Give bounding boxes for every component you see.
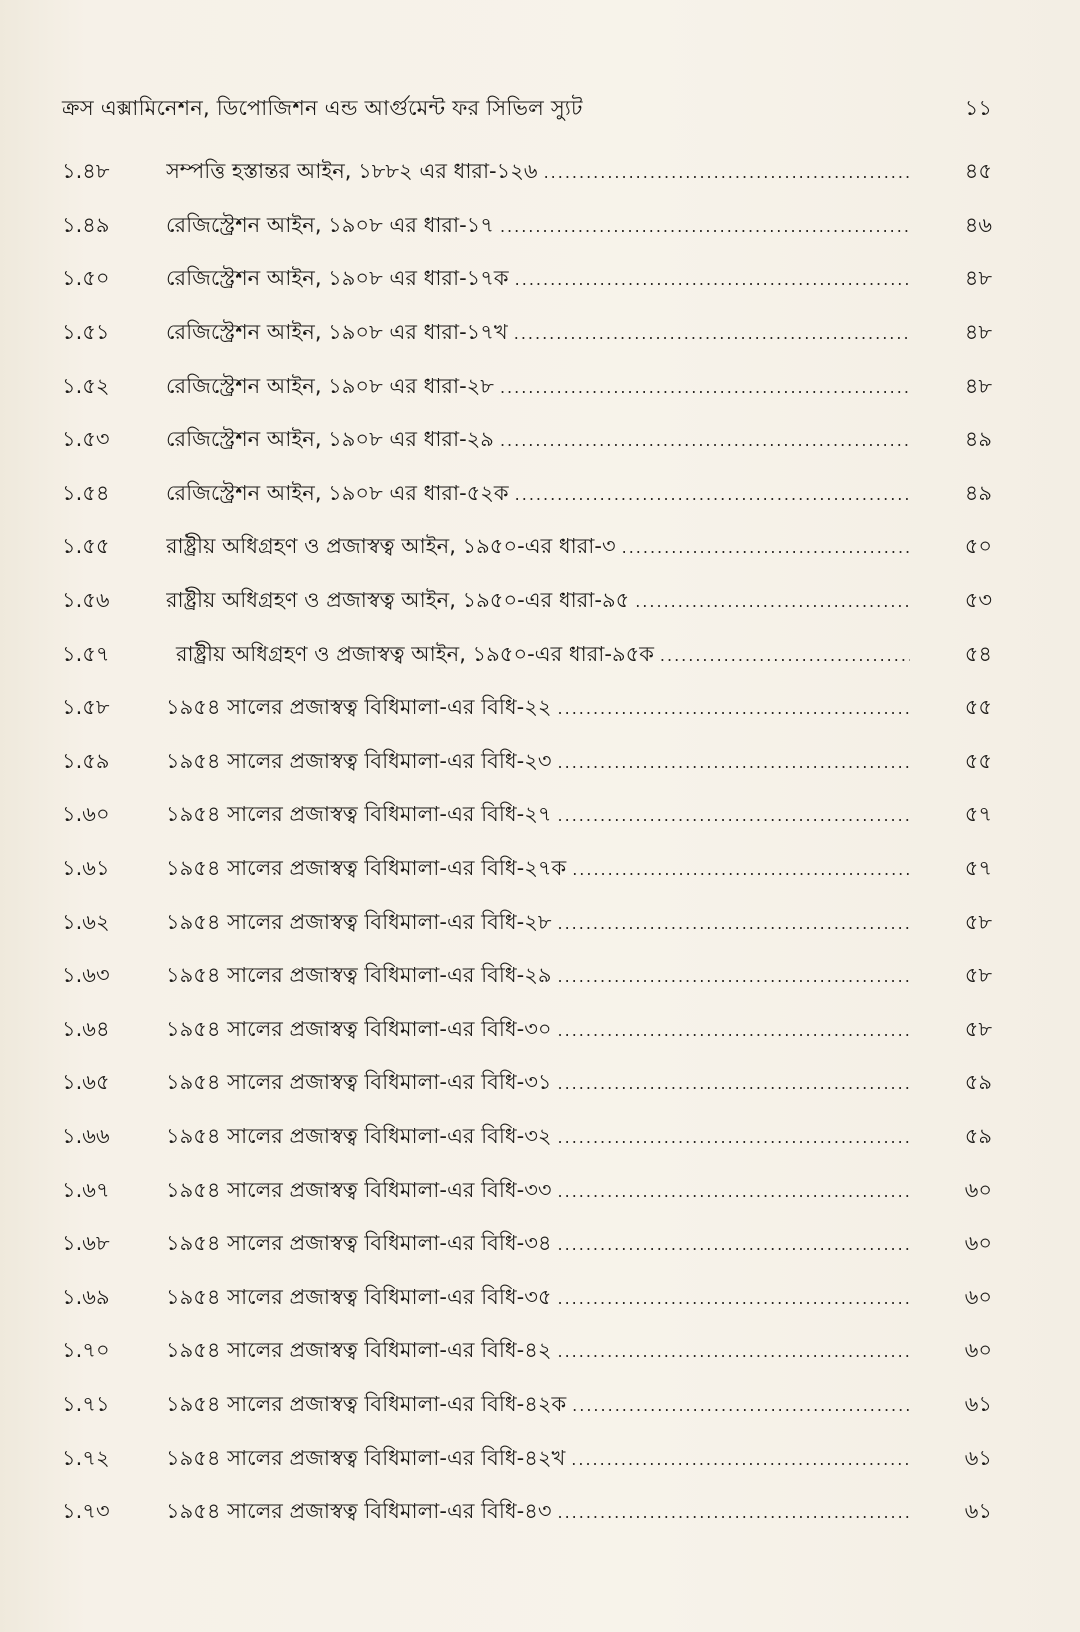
toc-entry-title: রেজিস্ট্রেশন আইন, ১৯০৮ এর ধারা-৫২ক: [166, 480, 509, 505]
toc-entry: [62, 414, 992, 468]
toc-entry-title-wrap: [166, 370, 910, 405]
dot-leader: [500, 378, 910, 397]
toc-entry-number: ১.৫৬: [62, 588, 110, 613]
toc-entry: [62, 1271, 992, 1325]
toc-entry-title: ১৯৫৪ সালের প্রজাস্বত্ব বিধিমালা-এর বিধি-৩৫: [166, 1284, 552, 1309]
toc-entry-number: ১.৬৮: [62, 1231, 110, 1256]
toc-entry-title: ১৯৫৪ সালের প্রজাস্বত্ব বিধিমালা-এর বিধি-২৭ক: [166, 856, 567, 881]
table-of-contents: [62, 146, 992, 1539]
dot-leader: [572, 1396, 910, 1415]
toc-entry-page-number: ৪৬: [964, 212, 992, 237]
toc-entry-title: ১৯৫৪ সালের প্রজাস্বত্ব বিধিমালা-এর বিধি-২৮: [166, 909, 552, 934]
toc-entry-number: ১.৭২: [62, 1445, 110, 1470]
toc-entry-number: ১.৫২: [62, 373, 110, 398]
dot-leader: [557, 1289, 910, 1308]
toc-entry-number: ১.৫৫: [62, 534, 110, 559]
toc-entry-number: ১.৫৮: [62, 695, 110, 720]
toc-entry-number: ১.৬৯: [62, 1284, 110, 1309]
toc-entry: [62, 253, 992, 307]
toc-entry-title-wrap: [166, 906, 910, 941]
toc-entry-page-number: ৪৮: [964, 266, 992, 291]
toc-entry-page-number: ৪৫: [964, 159, 992, 184]
toc-entry-title-wrap: [166, 155, 910, 190]
dot-leader: [544, 163, 910, 182]
toc-entry-title-wrap: [166, 852, 910, 887]
toc-entry-page-number: ৬১: [964, 1445, 992, 1470]
dot-leader: [558, 1182, 910, 1201]
dot-leader: [558, 699, 910, 718]
toc-entry-number: ১.৫৩: [62, 427, 110, 452]
toc-entry: [62, 896, 992, 950]
toc-entry-page-number: ৬১: [964, 1391, 992, 1416]
toc-entry: [62, 146, 992, 200]
toc-entry-title-wrap: [166, 959, 910, 994]
dot-leader: [660, 646, 910, 665]
dot-leader: [558, 1021, 910, 1040]
toc-entry-number: ১.৪৮: [62, 159, 110, 184]
toc-entry-title-wrap: [166, 262, 910, 297]
toc-entry-page-number: ৫৩: [964, 588, 992, 613]
running-header-page-number: ১১: [964, 96, 992, 120]
toc-entry-title: ১৯৫৪ সালের প্রজাস্বত্ব বিধিমালা-এর বিধি-২২: [166, 695, 552, 720]
toc-entry-title-wrap: [166, 1066, 910, 1101]
toc-entry-title-wrap: [166, 1388, 910, 1423]
toc-entry-page-number: ৫৪: [964, 641, 992, 666]
dot-leader: [515, 270, 910, 289]
dot-leader: [557, 1074, 910, 1093]
toc-entry-number: ১.৫১: [62, 320, 110, 345]
toc-entry-number: ১.৭০: [62, 1338, 110, 1363]
toc-entry-number: ১.৬৫: [62, 1070, 110, 1095]
toc-entry-title-wrap: [166, 1013, 910, 1048]
toc-entry-page-number: ৬০: [964, 1231, 992, 1256]
toc-entry-title: ১৯৫৪ সালের প্রজাস্বত্ব বিধিমালা-এর বিধি-৪৩: [166, 1499, 552, 1524]
toc-entry-title: রাষ্ট্রীয় অধিগ্রহণ ও প্রজাস্বত্ব আইন, ১৯৫০-এর ধারা-৩: [166, 534, 616, 559]
dot-leader: [500, 217, 910, 236]
dot-leader: [572, 860, 910, 879]
toc-entry-number: ১.৫৪: [62, 480, 110, 505]
toc-entry-title-wrap: [166, 1334, 910, 1369]
dot-leader: [557, 1235, 910, 1254]
dot-leader: [558, 806, 910, 825]
toc-entry: [62, 1325, 992, 1379]
toc-entry-title: ১৯৫৪ সালের প্রজাস্বত্ব বিধিমালা-এর বিধি-২৩: [166, 748, 552, 773]
toc-entry-title-wrap: [166, 638, 910, 673]
toc-entry-page-number: ৪৮: [964, 320, 992, 345]
toc-entry-title-wrap: [166, 209, 910, 244]
toc-entry-title: রেজিস্ট্রেশন আইন, ১৯০৮ এর ধারা-১৭: [166, 212, 494, 237]
dot-leader: [515, 485, 910, 504]
toc-entry: [62, 575, 992, 629]
toc-entry-title: রেজিস্ট্রেশন আইন, ১৯০৮ এর ধারা-১৭ক: [166, 266, 509, 291]
toc-entry: [62, 200, 992, 254]
toc-entry: [62, 1111, 992, 1165]
toc-entry-page-number: ৫০: [964, 534, 992, 559]
toc-entry: [62, 1164, 992, 1218]
toc-entry-page-number: ৬০: [964, 1338, 992, 1363]
toc-entry-title: রেজিস্ট্রেশন আইন, ১৯০৮ এর ধারা-২৮: [166, 373, 494, 398]
dot-leader: [571, 1450, 910, 1469]
toc-entry-title-wrap: [166, 584, 910, 619]
toc-entry: [62, 1432, 992, 1486]
toc-entry-title: ১৯৫৪ সালের প্রজাস্বত্ব বিধিমালা-এর বিধি-২৯: [166, 963, 552, 988]
toc-entry-page-number: ৫৭: [964, 856, 992, 881]
toc-entry-number: ১.৭৩: [62, 1499, 110, 1524]
toc-entry-title-wrap: [166, 745, 910, 780]
toc-entry: [62, 307, 992, 361]
toc-entry-title: রাষ্ট্রীয় অধিগ্রহণ ও প্রজাস্বত্ব আইন, ১৯৫০-এর ধারা-৯৫ক: [176, 641, 654, 666]
toc-entry-title-wrap: [166, 691, 910, 726]
toc-entry: [62, 1486, 992, 1540]
toc-entry-number: ১.৫৭: [62, 641, 110, 666]
toc-entry-title-wrap: [166, 530, 910, 565]
toc-entry-title-wrap: [166, 1120, 910, 1155]
toc-entry-page-number: ৪৯: [964, 480, 992, 505]
toc-entry-title-wrap: [166, 1495, 910, 1530]
dot-leader: [557, 914, 910, 933]
toc-entry: [62, 1057, 992, 1111]
dot-leader: [557, 967, 910, 986]
toc-entry-title: ১৯৫৪ সালের প্রজাস্বত্ব বিধিমালা-এর বিধি-৩৪: [166, 1231, 552, 1256]
toc-entry: [62, 1379, 992, 1433]
toc-entry-number: ১.৬৭: [62, 1177, 110, 1202]
toc-entry-title-wrap: [166, 477, 910, 512]
toc-entry-number: ১.৬৬: [62, 1123, 110, 1148]
toc-entry-title: রেজিস্ট্রেশন আইন, ১৯০৮ এর ধারা-২৯: [166, 427, 494, 452]
toc-entry-title: ১৯৫৪ সালের প্রজাস্বত্ব বিধিমালা-এর বিধি-২৭: [166, 802, 552, 827]
toc-entry-number: ১.৭১: [62, 1391, 110, 1416]
toc-entry-page-number: ৫৫: [964, 695, 992, 720]
toc-entry-page-number: ৫৯: [964, 1123, 992, 1148]
toc-entry-number: ১.৬৪: [62, 1016, 110, 1041]
toc-entry-number: ১.৫০: [62, 266, 110, 291]
toc-entry: [62, 682, 992, 736]
dot-leader: [635, 592, 910, 611]
toc-entry-page-number: ৫৮: [964, 1016, 992, 1041]
toc-entry: [62, 468, 992, 522]
toc-entry-title: ১৯৫৪ সালের প্রজাস্বত্ব বিধিমালা-এর বিধি-৩২: [166, 1123, 552, 1148]
toc-entry: [62, 736, 992, 790]
toc-entry-page-number: ৫৮: [964, 909, 992, 934]
toc-entry-title-wrap: [166, 1227, 910, 1262]
toc-entry-number: ১.৪৯: [62, 212, 110, 237]
toc-entry-page-number: ৬১: [964, 1499, 992, 1524]
toc-entry: [62, 1004, 992, 1058]
toc-entry-title: ১৯৫৪ সালের প্রজাস্বত্ব বিধিমালা-এর বিধি-৪২ক: [166, 1391, 567, 1416]
toc-entry-title: ১৯৫৪ সালের প্রজাস্বত্ব বিধিমালা-এর বিধি-৩৩: [166, 1177, 552, 1202]
toc-entry-title: রেজিস্ট্রেশন আইন, ১৯০৮ এর ধারা-১৭খ: [166, 320, 508, 345]
toc-entry-number: ১.৫৯: [62, 748, 110, 773]
toc-entry-title: ১৯৫৪ সালের প্রজাস্বত্ব বিধিমালা-এর বিধি-৩০: [166, 1016, 552, 1041]
toc-entry-page-number: ৫৫: [964, 748, 992, 773]
toc-entry-title-wrap: [166, 1442, 910, 1477]
toc-entry-number: ১.৬১: [62, 856, 110, 881]
toc-entry-title: ১৯৫৪ সালের প্রজাস্বত্ব বিধিমালা-এর বিধি-৪২: [166, 1338, 552, 1363]
dot-leader: [557, 1342, 910, 1361]
dot-leader: [558, 1128, 910, 1147]
toc-entry-title-wrap: [166, 1174, 910, 1209]
toc-entry-number: ১.৬২: [62, 909, 110, 934]
toc-entry-page-number: ৬০: [964, 1284, 992, 1309]
toc-entry: [62, 628, 992, 682]
toc-entry-title: সম্পত্তি হস্তান্তর আইন, ১৮৮২ এর ধারা-১২৬: [166, 159, 538, 184]
dot-leader: [500, 431, 910, 450]
toc-entry-page-number: ৫৭: [964, 802, 992, 827]
toc-entry-page-number: ৬০: [964, 1177, 992, 1202]
toc-entry-title-wrap: [166, 316, 910, 351]
running-header-title: ক্রস এক্সামিনেশন, ডিপোজিশন এন্ড আর্গুমেন্ট ফর সিভিল স্যুট: [62, 96, 583, 120]
toc-entry-title-wrap: [166, 1281, 910, 1316]
toc-entry: [62, 521, 992, 575]
toc-entry-title-wrap: [166, 798, 910, 833]
toc-entry-page-number: ৫৮: [964, 963, 992, 988]
toc-entry-page-number: ৪৯: [964, 427, 992, 452]
dot-leader: [514, 324, 910, 343]
running-header: [62, 92, 992, 132]
toc-entry-title-wrap: [166, 423, 910, 458]
toc-entry: [62, 950, 992, 1004]
toc-entry: [62, 843, 992, 897]
toc-entry-title: রাষ্ট্রীয় অধিগ্রহণ ও প্রজাস্বত্ব আইন, ১৯৫০-এর ধারা-৯৫: [166, 588, 630, 613]
toc-entry-page-number: ৫৯: [964, 1070, 992, 1095]
toc-entry: [62, 789, 992, 843]
toc-entry-page-number: ৪৮: [964, 373, 992, 398]
toc-entry: [62, 360, 992, 414]
toc-entry-number: ১.৬০: [62, 802, 110, 827]
dot-leader: [558, 753, 910, 772]
dot-leader: [557, 1503, 910, 1522]
toc-entry-title: ১৯৫৪ সালের প্রজাস্বত্ব বিধিমালা-এর বিধি-৪২খ: [166, 1445, 566, 1470]
toc-entry: [62, 1218, 992, 1272]
dot-leader: [622, 538, 910, 557]
toc-entry-title: ১৯৫৪ সালের প্রজাস্বত্ব বিধিমালা-এর বিধি-৩১: [166, 1070, 552, 1095]
toc-entry-number: ১.৬৩: [62, 963, 110, 988]
